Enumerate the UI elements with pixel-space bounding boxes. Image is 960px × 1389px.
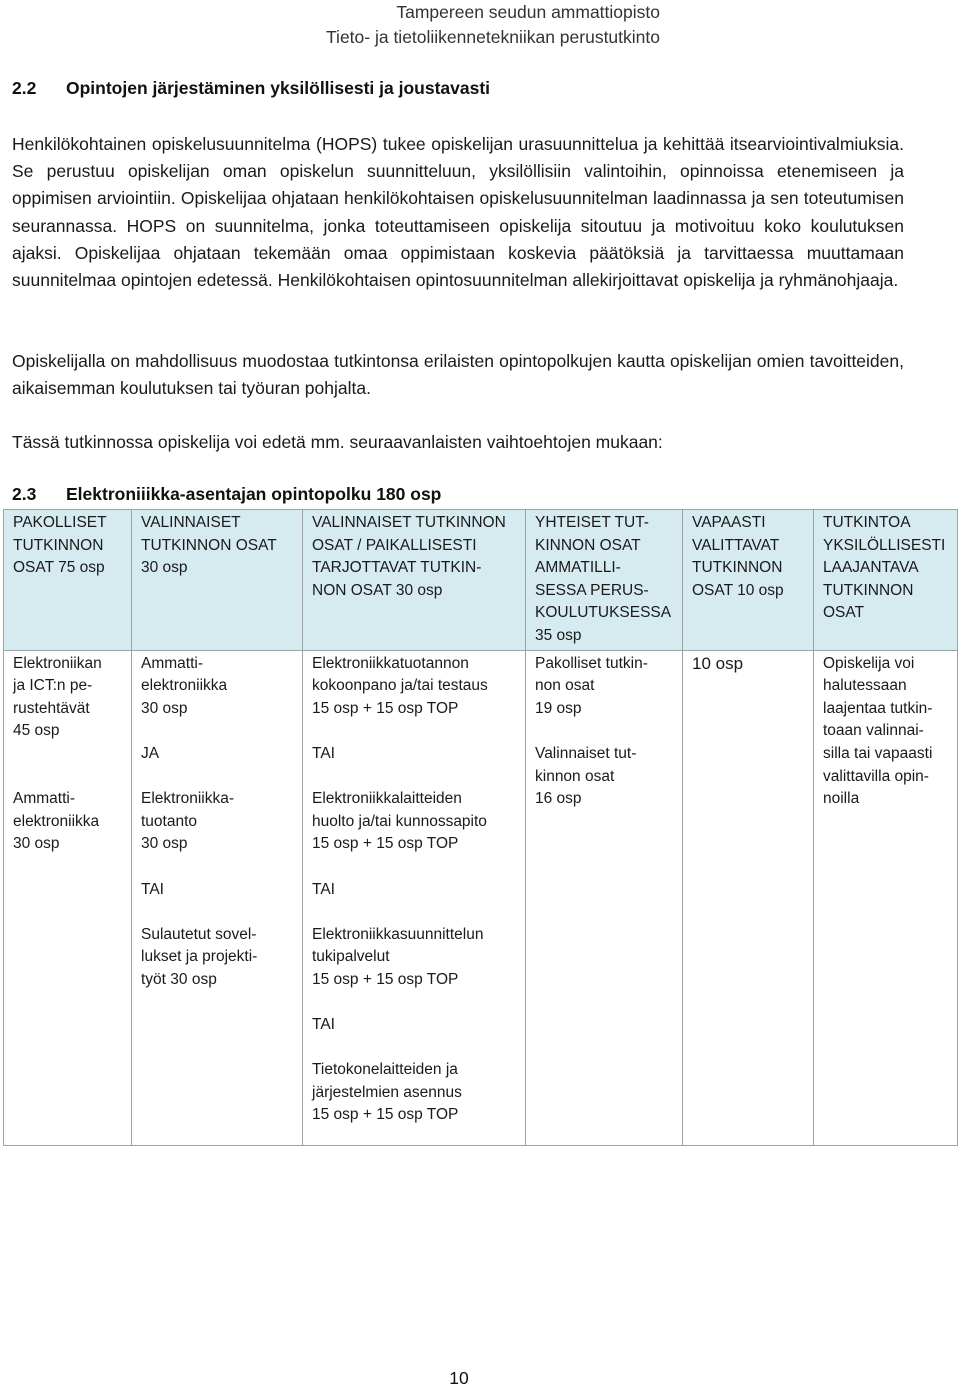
cell-line: huolto ja/tai kunnossapito [312,812,487,830]
header-lines [141,512,294,580]
cell-line: Elektroniikka- [141,790,235,808]
cell-line: KINNON OSAT [535,536,641,554]
cell-line: 15 osp + 15 osp TOP [312,835,459,853]
body-cell-paikalliset [303,650,526,1145]
body-cell-pakolliset [4,650,132,1145]
cell-line: Opiskelija voi [823,654,915,672]
hops-paragraph: Henkilökohtainen opiskelusuunnitelma (HOPS) tukee opiskelijan urasuunnittelua ja kehittää itsearviointivalmiuksia. Se perustuu opiskelijan oman opiskelun suunnitteluun, yksilöllisiin valintoihin, opinnoissa etenemiseen ja oppimisen arviointiin. Opiskelijaa ohjataan henkilökohtaisen opiskelusuunnitelman laadinnassa ja sen toteutumisen seurannassa. HOPS on suunnitelma, jonka toteuttamiseen opiskelija sitoutuu ja motivoituu koko koulutuksen ajaksi. Opiskelijaa ohjataan tekemään omaa oppimistaan koskevia päätöksiä ja tarvittaessa muuttamaan suunnitelmaa opintojen edetessä. Henkilökohtaisen opintosuunnitelman allekirjoittavat opiskelija ja ryhmänohjaaja. [12,134,904,291]
header-cell-vapaasti-valittavat [683,510,814,651]
header-cell-yhteiset [526,510,683,651]
cell-line: OSAT / PAIKALLISESTI [312,536,477,554]
section-number: 2.3 [12,484,37,504]
cell-line: Ammatti- [141,654,203,672]
header-lines [13,512,123,580]
header-cell-valinnaiset [132,510,303,651]
cell-line: 15 osp + 15 osp TOP [312,1106,459,1124]
section-title: Elektroniiikka-asentajan opintopolku 180 osp [66,484,442,504]
separator-tai: TAI [141,880,164,898]
cell-line: 35 osp [535,626,582,644]
cell-block [823,653,949,811]
table-body-row [4,650,958,1145]
cell-line: AMMATILLI- [535,559,621,577]
cell-line: LAAJANTAVA [823,559,919,577]
cell-line: noilla [823,790,860,808]
cell-line: Elektroniikan [13,654,102,672]
header-cell-paikalliset [303,510,526,651]
cell-line: lukset ja projekti- [141,948,258,966]
cell-line: tukipalvelut [312,948,390,966]
cell-block [141,653,294,721]
separator-tai: TAI [312,744,335,762]
separator-ja: JA [141,744,160,762]
cell-line: TUTKINTOA [823,514,911,531]
cell-line: 30 osp [141,559,188,577]
cell-line: OSAT 75 osp [13,559,105,577]
separator-tai: TAI [312,880,335,898]
header-lines [535,512,674,648]
cell-line: Pakolliset tutkin- [535,654,648,672]
cell-line: laajentaa tutkin- [823,699,933,717]
cell-line: VALINNAISET TUTKINNON [312,514,506,531]
page-number: 10 [449,1368,469,1388]
cell-block [535,653,674,721]
header-lines [692,512,805,602]
cell-line: VALINNAISET [141,514,241,531]
cell-line: OSAT 10 osp [692,581,784,599]
cell-line: 30 osp [141,699,188,717]
cell-line: 30 osp [141,835,188,853]
header-cell-pakolliset [4,510,132,651]
table-header-row [4,510,958,651]
cell-line: työt 30 osp [141,970,217,988]
cell-line: KOULUTUKSESSA [535,604,672,622]
header-cell-yksilollisesti-laajentava [814,510,958,651]
cell-line: Ammatti- [13,790,75,808]
cell-line: NON OSAT 30 osp [312,581,443,599]
cell-block [535,743,674,811]
cell-block [13,788,123,856]
cell-line: Sulautetut sovel- [141,925,257,943]
cell-line: tuotanto [141,812,198,830]
cell-line: kinnon osat [535,767,615,785]
cell-line: TUTKINNON OSAT [141,536,277,554]
cell-line: ja ICT:n pe- [13,677,93,695]
separator-tai: TAI [312,1016,335,1034]
section-2-2-heading [12,78,490,99]
cell-line: halutessaan [823,677,907,695]
free-choice-credits: 10 osp [692,653,744,673]
cell-line: silla tai vapaasti [823,744,933,762]
cell-line: 19 osp [535,699,582,717]
header-degree: Tieto- ja tietoliikennetekniikan perustutkinto [326,27,660,47]
cell-line: elektroniikka [13,812,100,830]
cell-line: Elektroniikkasuunnittelun [312,925,484,943]
cell-line: PAKOLLISET [13,514,107,531]
cell-line: TARJOTTAVAT TUTKIN- [312,559,482,577]
cell-block [312,788,517,856]
cell-line: Tietokonelaitteiden ja [312,1061,458,1079]
cell-block [13,653,123,743]
cell-line: 45 osp [13,722,60,740]
section-title: Opintojen järjestäminen yksilöllisesti ja joustavasti [66,78,491,98]
section-number: 2.2 [12,78,37,98]
header-lines [823,512,949,625]
study-path-table [3,509,958,1146]
cell-line: elektroniikka [141,677,228,695]
cell-block [312,1059,517,1127]
opintopolku-paragraph: Opiskelijalla on mahdollisuus muodostaa tutkintonsa erilaisten opintopolkujen kautta opiskelijan omien tavoitteiden, aikaisemman koulutuksen tai työuran pohjalta. [12,351,904,399]
cell-line: 16 osp [535,790,582,808]
cell-line: rustehtävät [13,699,90,717]
cell-line: Elektroniikkatuotannon [312,654,469,672]
cell-block [141,924,294,992]
cell-line: VALITTAVAT [692,536,780,554]
cell-line: toaan valinnai- [823,722,924,740]
body-cell-yhteiset [526,650,683,1145]
cell-line: kokoonpano ja/tai testaus [312,677,488,695]
body-cell-valinnaiset [132,650,303,1145]
cell-line: OSAT [823,604,865,622]
alternatives-intro-paragraph: Tässä tutkinnossa opiskelija voi edetä mm. seuraavanlaisten vaihtoehtojen mukaan: [12,432,663,452]
document-header [326,0,660,50]
body-cell-yksilollisesti-laajentava [814,650,958,1145]
cell-line: YKSILÖLLISESTI [823,536,946,554]
cell-line: TUTKINNON [692,559,783,577]
cell-line: TUTKINNON [13,536,104,554]
cell-line: non osat [535,677,595,695]
section-2-3-heading [12,484,441,505]
header-institution: Tampereen seudun ammattiopisto [396,2,660,22]
cell-line: VAPAASTI [692,514,766,531]
body-cell-vapaasti-valittavat [683,650,814,1145]
cell-line: järjestelmien asennus [312,1083,462,1101]
cell-block [312,653,517,721]
cell-line: YHTEISET TUT- [535,514,649,531]
cell-line: valittavilla opin- [823,767,929,785]
cell-line: Elektroniikkalaitteiden [312,790,462,808]
cell-line: 15 osp + 15 osp TOP [312,699,459,717]
header-lines [312,512,517,602]
cell-line: 15 osp + 15 osp TOP [312,970,459,988]
cell-line: 30 osp [13,835,60,853]
cell-line: Valinnaiset tut- [535,744,637,762]
cell-block [141,788,294,856]
cell-line: SESSA PERUS- [535,581,649,599]
cell-line: TUTKINNON [823,581,914,599]
cell-block [312,924,517,992]
